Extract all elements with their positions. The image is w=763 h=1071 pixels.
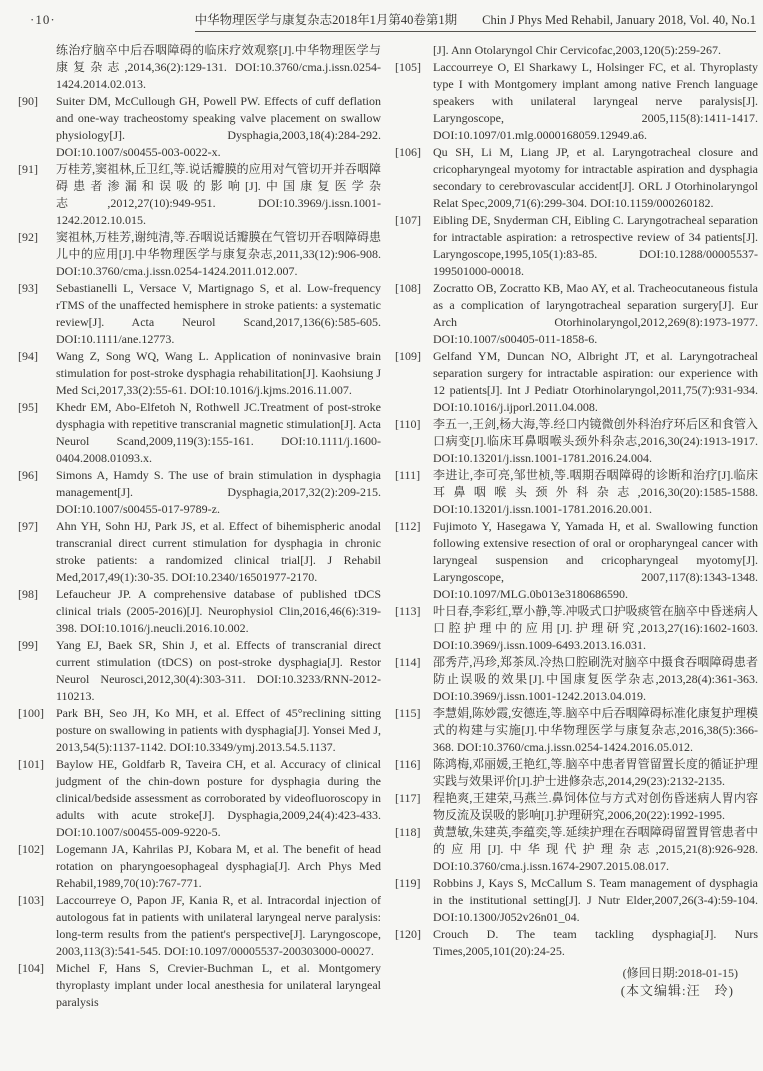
reference-label: [104] (18, 961, 44, 975)
reference-label: [94] (18, 349, 38, 363)
editor-line: (本文编辑:汪 玲) (620, 983, 734, 998)
reference-item (18, 518, 381, 586)
reference-label: [100] (18, 706, 44, 720)
reference-label: [119] (395, 876, 421, 890)
reference-item (18, 586, 381, 637)
reference-item (395, 875, 758, 926)
reference-text: 程艳爽,王建荣,马燕兰.鼻饲体位与方式对创伤昏迷病人胃内容物反流及误吸的影响[J].护理研究,2006,20(22):1992-1995. (433, 791, 758, 822)
reference-text: Wang Z, Song WQ, Wang L. Application of noninvasive brain stimulation for post-stroke dysphagia rehabilitation[J]. Kaohsiung J Med Sci,2017,33(2):55-61. DOI:10.1016/j.kjms.2016.11.007. (56, 349, 381, 397)
references-right-column (395, 42, 758, 1011)
reference-text: 李进让,李可亮,邹世桢,等.咽期吞咽障碍的诊断和治疗[J].临床耳鼻咽喉头颈外科杂志,2016,30(20):1585-1588. DOI:10.13201/j.issn.1001-1781.2016.20.001. (433, 468, 758, 516)
reference-label: [117] (395, 791, 421, 805)
journal-header-title: 中华物理医学与康复杂志2018年1月第40卷第1期 Chin J Phys Med Rehabil, January 2018, Vol. 40, No.1 (195, 10, 756, 32)
reference-text: 李慧娟,陈妙霞,安德连,等.脑卒中后吞咽障碍标准化康复护理模式的构建与实施[J].中华物理医学与康复杂志,2016,38(5):366-368. DOI:10.3760/cma.j.issn.0254-1424.2016.05.012. (433, 706, 758, 754)
reference-text: 叶日春,李彩红,覃小静,等.冲吸式口护吸痰管在脑卒中昏迷病人口腔护理中的应用[J].护理研究,2013,27(16):1602-1603. DOI:10.3969/j.issn.1009-6493.2013.16.031. (433, 604, 758, 652)
reference-text: 练治疗脑卒中后吞咽障碍的临床疗效观察[J].中华物理医学与康复杂志,2014,36(2):129-131. DOI:10.3760/cma.j.issn.0254-1424.2014.02.013. (56, 43, 381, 91)
reference-label: [107] (395, 213, 421, 227)
reference-label: [90] (18, 94, 38, 108)
reference-label: [118] (395, 825, 421, 839)
reference-item (395, 824, 758, 875)
reference-item (395, 280, 758, 348)
reference-item (395, 654, 758, 705)
reference-item (18, 161, 381, 229)
reference-text: 黄慧敏,朱建英,李蕴奕,等.延续护理在吞咽障碍留置胃管患者中的应用[J].中华现代护理杂志,2015,21(8):926-928. DOI:10.3760/cma.j.issn.1674-2907.2015.08.017. (433, 825, 758, 873)
reference-label: [115] (395, 706, 421, 720)
reference-label: [99] (18, 638, 38, 652)
reference-label: [114] (395, 655, 421, 669)
reference-label: [93] (18, 281, 38, 295)
revision-date-line: (修回日期:2018-01-15) (622, 966, 738, 980)
reference-label: [109] (395, 349, 421, 363)
reference-item (18, 892, 381, 960)
reference-item (18, 467, 381, 518)
reference-item (395, 756, 758, 790)
reference-text: Gelfand YM, Duncan NO, Albright JT, et al. Laryngotracheal separation surgery for intractable aspiration: our experience with 12 patients[J]. Int J Pediatr Otorhinolaryngol,2011,75(7):931-934. DOI:10.1016/j.ijporl.2011.04.008. (433, 349, 758, 414)
reference-label: [97] (18, 519, 38, 533)
references-section (18, 42, 758, 1011)
reference-label: [108] (395, 281, 421, 295)
reference-text: Simons A, Hamdy S. The use of brain stimulation in dysphagia management[J]. Dysphagia,2017,32(2):209-215. DOI:10.1007/s00455-017-9789-z. (56, 468, 381, 516)
reference-text: Robbins J, Kays S, McCallum S. Team management of dysphagia in the institutional setting[J]. J Nutr Elder,2007,26(3-4):59-104. DOI:10.1300/J052v26n01_04. (433, 876, 758, 924)
reference-text: Logemann JA, Kahrilas PJ, Kobara M, et al. The benefit of head rotation on pharyngoesophageal dysphagia[J]. Arch Phys Med Rehabil,1989,70(10):767-771. (56, 842, 381, 890)
reference-text: Lefaucheur JP. A comprehensive database of published tDCS clinical trials (2005-2016)[J]. Neurophysiol Clin,2016,46(6):319-398. DOI:10.1016/j.neucli.2016.10.002. (56, 587, 381, 635)
reference-item (18, 399, 381, 467)
reference-item (18, 960, 381, 1011)
reference-text: Michel F, Hans S, Crevier-Buchman L, et al. Montgomery thyroplasty implant under local anesthesia for unilateral laryngeal paralysis (56, 961, 381, 1009)
reference-text: 陈鸿梅,邓丽媛,王艳红,等.脑卒中患者胃管留置长度的循证护理实践与效果评价[J].护士进修杂志,2014,29(23):2132-2135. (433, 757, 758, 788)
reference-text: Ahn YH, Sohn HJ, Park JS, et al. Effect of bihemispheric anodal transcranial direct current stimulation for dysphagia in chronic stroke patients: a randomized clinical trial[J]. J Rehabil Med,2017,49(1):30-35. DOI:10.2340/16501977-2170. (56, 519, 381, 584)
reference-text: Zocratto OB, Zocratto KB, Mao AY, et al. Tracheocutaneous fistula as a complication of laryngotracheal separation surgery[J]. Eur Arch Otorhinolaryngol,2012,269(8):1973-1977. DOI:10.1007/s00405-011-1858-6. (433, 281, 758, 346)
reference-text: Fujimoto Y, Hasegawa Y, Yamada H, et al. Swallowing function following extensive resection of oral or oropharyngeal cancer with laryngeal suspension and cricopharyngeal myotomy[J]. Laryngoscope, 2007,117(8):1343-1348. DOI:10.1097/MLG.0b013e3180686590. (433, 519, 758, 601)
reference-text: Laccourreye O, El Sharkawy L, Holsinger FC, et al. Thyroplasty type I with Montgomery implant among native French language speakers with unilateral laryngeal nerve paralysis[J]. Laryngoscope, 2005,115(8):1411-1417. DOI:10.1097/01.mlg.0000168059.12949.a6. (433, 60, 758, 142)
reference-label: [111] (395, 468, 421, 482)
reference-item (395, 348, 758, 416)
reference-label: [95] (18, 400, 38, 414)
reference-item (395, 926, 758, 960)
reference-text: Crouch D. The team tackling dysphagia[J]. Nurs Times,2005,101(20):24-25. (433, 927, 758, 958)
reference-label: [116] (395, 757, 421, 771)
reference-item (395, 790, 758, 824)
reference-item (18, 93, 381, 161)
reference-text: Park BH, Seo JH, Ko MH, et al. Effect of 45°reclining sitting posture on swallowing in patients with dysphagia[J]. Yonsei Med J, 2013,54(5):1137-1142. DOI:10.3349/ymj.2013.54.5.1137. (56, 706, 381, 754)
reference-text: Baylow HE, Goldfarb R, Taveira CH, et al. Accuracy of clinical judgment of the chin-down posture for dysphagia during the clinical/bedside assessment as corroborated by videofluoroscopy in adults with acute stroke[J]. Dysphagia,2009,24(4):423-433. DOI:10.1007/s00455-009-9220-5. (56, 757, 381, 839)
reference-text: Suiter DM, McCullough GH, Powell PW. Effects of cuff deflation and one-way tracheostomy speaking valve placement on swallow physiology[J]. Dysphagia,2003,18(4):284-292. DOI:10.1007/s00455-003-0022-x. (56, 94, 381, 159)
article-footer (395, 965, 758, 999)
references-right-list (395, 42, 758, 960)
reference-item (395, 212, 758, 280)
reference-item (18, 42, 381, 93)
reference-item (18, 756, 381, 841)
page-number: ·10· (30, 12, 56, 27)
reference-label: [96] (18, 468, 38, 482)
reference-item (395, 467, 758, 518)
references-left-column (18, 42, 381, 1011)
reference-item (395, 518, 758, 603)
reference-item (395, 59, 758, 144)
reference-text: Sebastianelli L, Versace V, Martignago S, et al. Low-frequency rTMS of the unaffected hemisphere in stroke patients: a systematic review[J]. Acta Neurol Scand,2017,136(6):585-605. DOI:10.1111/ane.12773. (56, 281, 381, 346)
reference-label: [92] (18, 230, 38, 244)
reference-label: [112] (395, 519, 421, 533)
reference-item (395, 144, 758, 212)
reference-text: 万桂芳,窦祖林,丘卫红,等.说话瓣膜的应用对气管切开并吞咽障碍患者渗漏和误吸的影响[J].中国康复医学杂志,2012,27(10):949-951. DOI:10.3969/j.issn.1001-1242.2012.10.015. (56, 162, 381, 227)
reference-item (395, 603, 758, 654)
reference-item (18, 637, 381, 705)
reference-text: Qu SH, Li M, Liang JP, et al. Laryngotracheal closure and cricopharyngeal myotomy for intractable aspiration and dysphagia secondary to cerebrovascular accident[J]. ORL J Otorhinolaryngol Relat Spec,2009,71(6):299-304. DOI:10.1159/000260182. (433, 145, 758, 210)
reference-label: [101] (18, 757, 44, 771)
reference-text: Yang EJ, Baek SR, Shin J, et al. Effects of transcranial direct current stimulation (tDCS) on post-stroke dysphagia[J]. Restor Neurol Neurosci,2012,30(4):303-311. DOI:10.3233/RNN-2012-110213. (56, 638, 381, 703)
reference-label: [113] (395, 604, 421, 618)
reference-label (18, 42, 56, 93)
reference-text: 邵秀芹,冯珍,郑茶凤.冷热口腔刷洗对脑卒中摄食吞咽障碍患者防止误吸的效果[J].中国康复医学杂志,2013,28(4):361-363. DOI:10.3969/j.issn.1001-1242.2013.04.019. (433, 655, 758, 703)
reference-label: [98] (18, 587, 38, 601)
reference-label: [105] (395, 60, 421, 74)
reference-item (18, 229, 381, 280)
reference-text: 李五一,王剑,杨大海,等.经口内镜微创外科治疗环后区和食管入口病变[J].临床耳鼻咽喉头颈外科杂志,2016,30(24):1913-1917. DOI:10.13201/j.issn.1001-1781.2016.24.004. (433, 417, 758, 465)
reference-item (18, 348, 381, 399)
reference-item (18, 841, 381, 892)
reference-item (18, 705, 381, 756)
reference-item (395, 416, 758, 467)
reference-text: [J]. Ann Otolaryngol Chir Cervicofac,2003,120(5):259-267. (433, 43, 721, 57)
reference-text: 窦祖林,万桂芳,谢纯清,等.吞咽说话瓣膜在气管切开吞咽障碍患儿中的应用[J].中华物理医学与康复杂志,2011,33(12):906-908. DOI:10.3760/cma.j.issn.0254-1424.2011.012.007. (56, 230, 381, 278)
reference-label (395, 42, 433, 59)
reference-label: [110] (395, 417, 421, 431)
page-header (18, 10, 758, 32)
reference-item (395, 42, 758, 59)
reference-item (18, 280, 381, 348)
reference-label: [103] (18, 893, 44, 907)
reference-text: Khedr EM, Abo-Elfetoh N, Rothwell JC.Treatment of post-stroke dysphagia with repetitive transcranial magnetic stimulation[J]. Acta Neurol Scand,2009,119(3):155-161. DOI:10.1111/j.1600-0404.2008.01093.x. (56, 400, 381, 465)
reference-text: Eibling DE, Snyderman CH, Eibling C. Laryngotracheal separation for intractable aspiration: a retrospective review of 34 patients[J]. Laryngoscope,1995,105(1):83-85. DOI:10.1288/00005537-199501000-00018. (433, 213, 758, 278)
reference-label: [106] (395, 145, 421, 159)
reference-label: [102] (18, 842, 44, 856)
reference-label: [120] (395, 927, 421, 941)
reference-text: Laccourreye O, Papon JF, Kania R, et al. Intracordal injection of autologous fat in patients with unilateral laryngeal nerve paralysis: long-term results from the patient's perspective[J]. Laryngoscope, 2003,113(3):541-545. DOI:10.1097/00005537-200303000-00027. (56, 893, 381, 958)
reference-label: [91] (18, 162, 38, 176)
reference-item (395, 705, 758, 756)
